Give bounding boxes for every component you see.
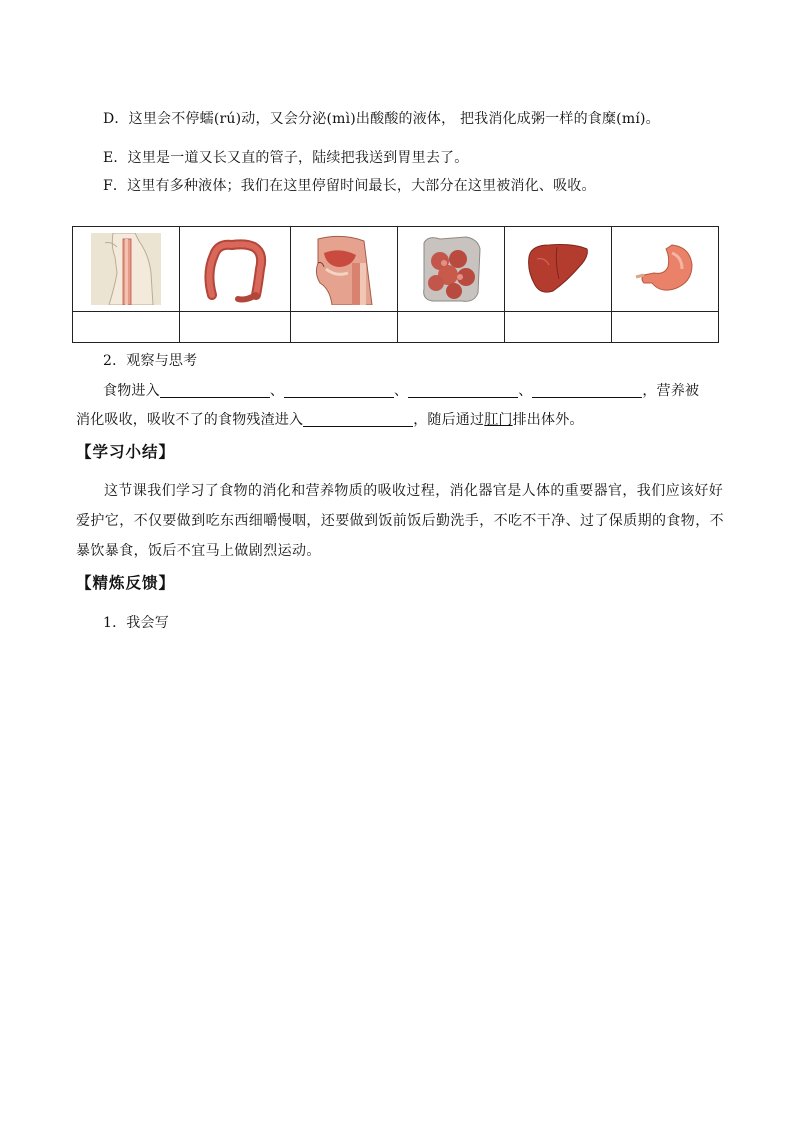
- blank-3[interactable]: [408, 381, 518, 398]
- answer-cell-3[interactable]: [291, 312, 398, 343]
- esophagus-icon: [91, 233, 161, 305]
- anus-word: 肛门: [484, 412, 513, 428]
- organ-cell-liver: [505, 227, 612, 312]
- option-d: D．这里会不停蠕(rú)动，又会分泌(mì)出酸酸的液体， 把我消化成粥一样的食糜(mí)。: [103, 111, 660, 127]
- answer-cell-1[interactable]: [73, 312, 180, 343]
- q2-line2-prefix: 消化吸收，吸收不了的食物残渣进入: [76, 412, 304, 428]
- blank-2[interactable]: [284, 381, 394, 398]
- mouth-cross-section-icon: [312, 233, 376, 305]
- stomach-icon: [632, 239, 698, 299]
- answer-cell-6[interactable]: [612, 312, 719, 343]
- q2-line1-prefix: 食物进入: [103, 383, 160, 399]
- answer-cell-2[interactable]: [180, 312, 291, 343]
- organ-cell-small-intestine: [398, 227, 505, 312]
- blank-4[interactable]: [532, 381, 642, 398]
- q2-line2-mid: ，随后通过: [413, 412, 485, 428]
- sep-1: 、: [269, 383, 285, 399]
- question2-line2: [76, 410, 584, 430]
- organ-cell-large-intestine: [180, 227, 291, 312]
- answer-row: [73, 312, 719, 343]
- summary-text: 这节课我们学习了食物的消化和营养物质的吸收过程，消化器官是人体的重要器官，我们应该好好爱护它，不仅要做到吃东西细嚼慢咽，还要做到饭前饭后勤洗手，不吃不干净、过了保质期的食物，不暴饮暴食，饭后不宜马上做剧烈运动。: [76, 483, 724, 559]
- blank-5[interactable]: [303, 410, 413, 427]
- liver-icon: [525, 239, 591, 299]
- sep-3: 、: [518, 383, 533, 399]
- feedback-item-1: 1．我会写: [103, 615, 169, 631]
- blank-1[interactable]: [160, 381, 270, 398]
- question2-title: 2．观察与思考: [103, 353, 198, 369]
- organ-cell-stomach: [612, 227, 719, 312]
- question2-line1: [103, 381, 699, 401]
- answer-cell-4[interactable]: [398, 312, 505, 343]
- organ-cell-mouth: [291, 227, 398, 312]
- summary-heading: 【学习小结】: [76, 443, 176, 461]
- answer-cell-5[interactable]: [505, 312, 612, 343]
- q2-line2-suffix: 排出体外。: [512, 412, 584, 428]
- organ-cell-esophagus: [73, 227, 180, 312]
- q2-line1-suffix: ，营养被: [642, 383, 700, 399]
- feedback-heading: 【精炼反馈】: [76, 574, 176, 592]
- large-intestine-icon: [200, 233, 270, 305]
- organ-table: [72, 226, 719, 343]
- option-e: E．这里是一道又长又直的管子，陆续把我送到胃里去了。: [103, 150, 469, 166]
- organ-image-row: [73, 227, 719, 312]
- sep-2: 、: [394, 383, 409, 399]
- small-intestine-icon: [418, 233, 484, 305]
- option-f: F．这里有多种液体；我们在这里停留时间最长，大部分在这里被消化、吸收。: [103, 178, 596, 194]
